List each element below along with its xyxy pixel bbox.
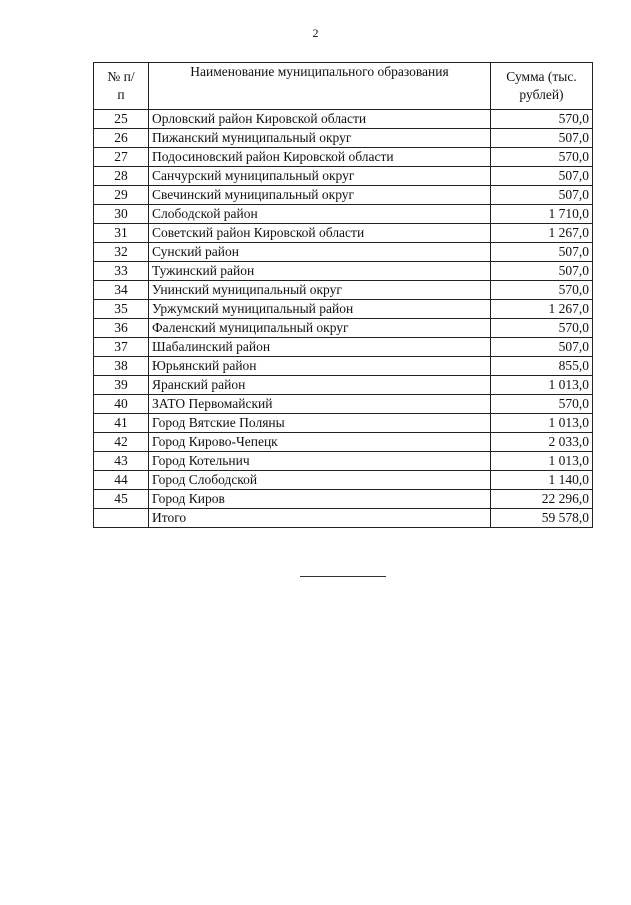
row-municipality: Яранский район <box>149 376 491 395</box>
row-number: 33 <box>94 262 149 281</box>
row-amount: 570,0 <box>491 110 593 129</box>
row-amount: 570,0 <box>491 319 593 338</box>
row-number: 32 <box>94 243 149 262</box>
row-amount: 1 013,0 <box>491 376 593 395</box>
row-municipality: ЗАТО Первомайский <box>149 395 491 414</box>
table-row <box>94 376 593 395</box>
row-amount: 570,0 <box>491 395 593 414</box>
table-row <box>94 167 593 186</box>
row-number: 37 <box>94 338 149 357</box>
row-municipality: Орловский район Кировской области <box>149 110 491 129</box>
row-municipality: Тужинский район <box>149 262 491 281</box>
row-number: 39 <box>94 376 149 395</box>
row-amount: 22 296,0 <box>491 490 593 509</box>
header-number: № п/п <box>94 63 149 110</box>
table-row <box>94 319 593 338</box>
row-municipality: Город Вятские Поляны <box>149 414 491 433</box>
row-municipality: Советский район Кировской области <box>149 224 491 243</box>
table-row <box>94 205 593 224</box>
total-municipality: Итого <box>149 509 491 528</box>
row-number: 38 <box>94 357 149 376</box>
table-row <box>94 243 593 262</box>
row-number: 41 <box>94 414 149 433</box>
row-municipality: Фаленский муниципальный округ <box>149 319 491 338</box>
row-municipality: Сунский район <box>149 243 491 262</box>
total-amount: 59 578,0 <box>491 509 593 528</box>
row-municipality: Пижанский муниципальный округ <box>149 129 491 148</box>
row-amount: 507,0 <box>491 129 593 148</box>
table-row <box>94 433 593 452</box>
row-municipality: Город Киров <box>149 490 491 509</box>
table-row <box>94 148 593 167</box>
row-municipality: Санчурский муниципальный округ <box>149 167 491 186</box>
row-number: 34 <box>94 281 149 300</box>
table-row <box>94 414 593 433</box>
row-number: 31 <box>94 224 149 243</box>
row-number: 42 <box>94 433 149 452</box>
row-amount: 570,0 <box>491 148 593 167</box>
row-amount: 855,0 <box>491 357 593 376</box>
allocation-table <box>93 62 593 528</box>
table-total-row <box>94 509 593 528</box>
row-number: 25 <box>94 110 149 129</box>
row-municipality: Свечинский муниципальный округ <box>149 186 491 205</box>
total-number <box>94 509 149 528</box>
row-number: 30 <box>94 205 149 224</box>
row-amount: 570,0 <box>491 281 593 300</box>
table-row <box>94 357 593 376</box>
row-amount: 2 033,0 <box>491 433 593 452</box>
row-amount: 1 013,0 <box>491 452 593 471</box>
row-amount: 507,0 <box>491 186 593 205</box>
table-header-row <box>94 63 593 110</box>
row-municipality: Город Кирово-Чепецк <box>149 433 491 452</box>
row-amount: 507,0 <box>491 243 593 262</box>
row-municipality: Шабалинский район <box>149 338 491 357</box>
page-number: 2 <box>312 26 319 40</box>
table-row <box>94 224 593 243</box>
table-row <box>94 186 593 205</box>
row-municipality: Юрьянский район <box>149 357 491 376</box>
row-number: 44 <box>94 471 149 490</box>
row-municipality: Подосиновский район Кировской области <box>149 148 491 167</box>
closing-divider <box>300 576 386 577</box>
row-amount: 1 267,0 <box>491 300 593 319</box>
table-row <box>94 452 593 471</box>
row-amount: 1 710,0 <box>491 205 593 224</box>
row-amount: 507,0 <box>491 167 593 186</box>
row-number: 28 <box>94 167 149 186</box>
table-body <box>94 110 593 528</box>
row-municipality: Унинский муниципальный округ <box>149 281 491 300</box>
row-number: 45 <box>94 490 149 509</box>
table-row <box>94 262 593 281</box>
row-municipality: Город Котельнич <box>149 452 491 471</box>
row-number: 43 <box>94 452 149 471</box>
table-row <box>94 110 593 129</box>
table-row <box>94 338 593 357</box>
table-row <box>94 471 593 490</box>
table-row <box>94 129 593 148</box>
row-number: 27 <box>94 148 149 167</box>
header-amount: Сумма (тыс. рублей) <box>491 63 593 110</box>
table-row <box>94 300 593 319</box>
table-row <box>94 395 593 414</box>
row-number: 29 <box>94 186 149 205</box>
header-municipality: Наименование муниципального образования <box>149 63 491 110</box>
row-amount: 507,0 <box>491 338 593 357</box>
row-number: 40 <box>94 395 149 414</box>
table-row <box>94 281 593 300</box>
row-municipality: Уржумский муниципальный район <box>149 300 491 319</box>
row-number: 26 <box>94 129 149 148</box>
table-row <box>94 490 593 509</box>
row-number: 36 <box>94 319 149 338</box>
row-municipality: Город Слободской <box>149 471 491 490</box>
row-amount: 507,0 <box>491 262 593 281</box>
row-amount: 1 140,0 <box>491 471 593 490</box>
row-amount: 1 013,0 <box>491 414 593 433</box>
row-municipality: Слободской район <box>149 205 491 224</box>
row-amount: 1 267,0 <box>491 224 593 243</box>
row-number: 35 <box>94 300 149 319</box>
